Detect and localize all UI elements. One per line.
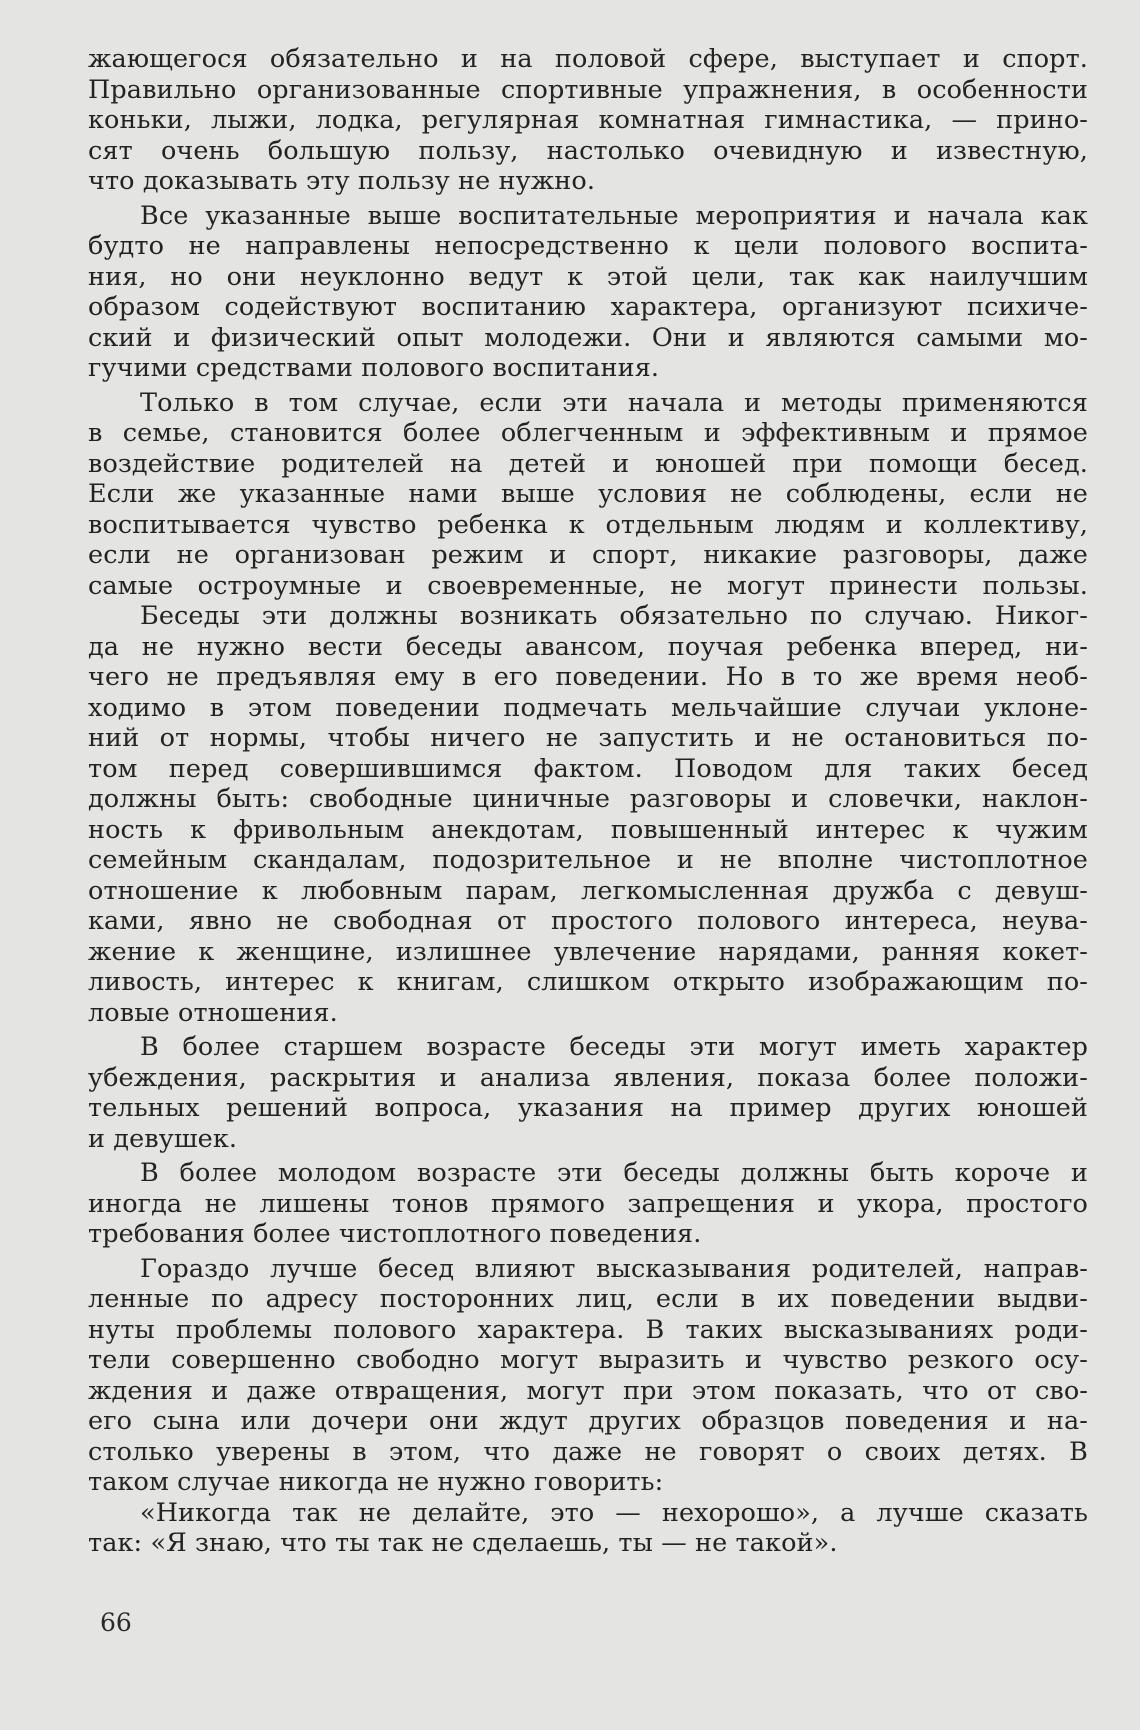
- text-line: так: «Я знаю, что ты так не сделаешь, ты — не такой».: [88, 1528, 838, 1558]
- text-line: в семье, становится более облегченным и эффективным и прямое: [88, 418, 1088, 448]
- text-line: таком случае никогда не нужно говорить:: [88, 1467, 664, 1497]
- text-line: жающегося обязательно и на половой сфере, выступает и спорт.: [88, 44, 1088, 74]
- text-line: гучими средствами полового воспитания.: [88, 353, 660, 383]
- text-line: ливость, интерес к книгам, слишком открыто изображающим по-: [88, 967, 1088, 997]
- text-line: самые остроумные и своевременные, не могут принести пользы.: [88, 570, 1088, 601]
- text-line: ния, но они неуклонно ведут к этой цели, так как наилучшим: [88, 261, 1088, 292]
- text-line: ский и физический опыт молодежи. Они и являются самыми мо-: [88, 322, 1088, 353]
- text-line: должны быть: свободные циничные разговоры и словечки, наклон-: [88, 784, 1088, 814]
- text-line: Если же указанные нами выше условия не соблюдены, если не: [88, 479, 1088, 509]
- text-line: семейным скандалам, подозрительное и не вполне чистоплотное: [88, 845, 1088, 875]
- paragraph-first-line: «Никогда так не делайте, это — нехорошо», а лучше сказать: [140, 1497, 1088, 1528]
- text-line: ность к фривольным анекдотам, повышенный интерес к чужим: [88, 814, 1088, 845]
- page-body-text: [88, 44, 1088, 1559]
- text-line: тельных решений вопроса, указания на пример других юношей: [88, 1093, 1088, 1123]
- text-line: если не организован режим и спорт, никакие разговоры, даже: [88, 540, 1088, 570]
- text-line: чего не предъявляя ему в его поведении. Но в то же время необ-: [88, 662, 1088, 692]
- text-line: что доказывать эту пользу не нужно.: [88, 166, 596, 196]
- text-line: столько уверены в этом, что даже не говорят о своих детях. В: [88, 1436, 1088, 1467]
- text-line: ждения и даже отвращения, могут при этом показать, что от сво-: [88, 1375, 1088, 1406]
- text-line: ленные по адресу посторонних лиц, если в их поведении выдви-: [88, 1284, 1088, 1314]
- text-line: иногда не лишены тонов прямого запрещения и укора, простого: [88, 1188, 1088, 1219]
- text-line: сят очень большую пользу, настолько очевидную и известную,: [88, 135, 1088, 166]
- text-line: ходимо в этом поведении подмечать мельчайшие случаи уклоне-: [88, 692, 1088, 723]
- paragraph-first-line: Только в том случае, если эти начала и методы применяются: [140, 387, 1088, 418]
- text-line: воздействие родителей на детей и юношей при помощи бесед.: [88, 448, 1088, 479]
- text-line: ками, явно не свободная от простого полового интереса, неува-: [88, 906, 1088, 936]
- text-line: нуты проблемы полового характера. В таких высказываниях роди-: [88, 1314, 1088, 1345]
- text-line: воспитывается чувство ребенка к отдельным людям и коллективу,: [88, 509, 1088, 540]
- text-line: требования более чистоплотного поведения.: [88, 1219, 702, 1249]
- paragraph-first-line: Беседы эти должны возникать обязательно по случаю. Никог-: [140, 601, 1088, 631]
- text-line: убеждения, раскрытия и анализа явления, показа более положи-: [88, 1062, 1088, 1093]
- text-line: образом содействуют воспитанию характера, организуют психиче-: [88, 292, 1088, 322]
- text-line: ловые отношения.: [88, 997, 338, 1028]
- text-line: тели совершенно свободно могут выразить и чувство резкого осу-: [88, 1345, 1088, 1375]
- text-line: коньки, лыжи, лодка, регулярная комнатная гимнастика, — прино-: [88, 105, 1088, 135]
- text-line: его сына или дочери они ждут других образцов поведения и на-: [88, 1406, 1088, 1436]
- paragraph-first-line: Все указанные выше воспитательные мероприятия и начала как: [140, 200, 1088, 231]
- text-line: будто не направлены непосредственно к цели полового воспита-: [88, 231, 1088, 261]
- text-line: жение к женщине, излишнее увлечение нарядами, ранняя кокет-: [88, 936, 1088, 967]
- paragraph-first-line: В более старшем возрасте беседы эти могут иметь характер: [140, 1032, 1088, 1062]
- paragraph-first-line: Гораздо лучше бесед влияют высказывания родителей, направ-: [140, 1253, 1088, 1284]
- text-line: том перед совершившимся фактом. Поводом для таких бесед: [88, 753, 1088, 784]
- page-number: 66: [100, 1608, 132, 1637]
- text-line: Правильно организованные спортивные упражнения, в особенности: [88, 74, 1088, 105]
- text-line: да не нужно вести беседы авансом, поучая ребенка вперед, ни-: [88, 631, 1088, 662]
- text-line: отношение к любовным парам, легкомысленная дружба с девуш-: [88, 875, 1088, 906]
- text-line: ний от нормы, чтобы ничего не запустить и не остановиться по-: [88, 723, 1088, 753]
- text-line: и девушек.: [88, 1123, 238, 1154]
- paragraph-first-line: В более молодом возрасте эти беседы должны быть короче и: [140, 1158, 1088, 1188]
